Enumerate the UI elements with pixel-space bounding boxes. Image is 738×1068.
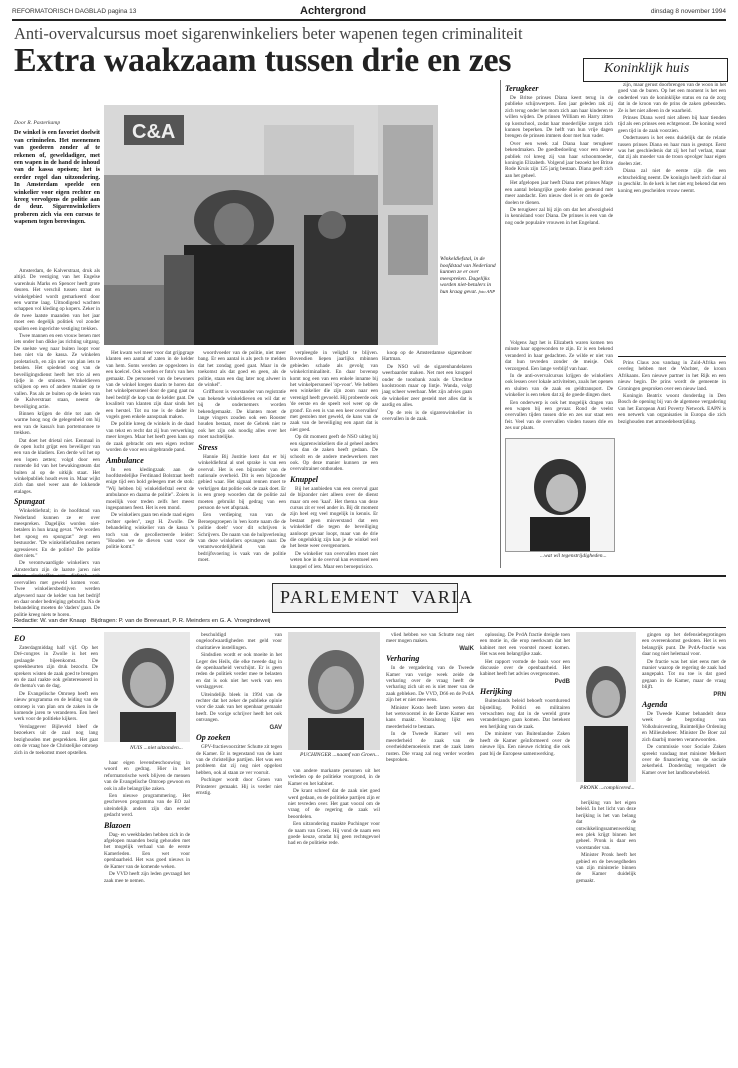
royal-subhead-terugkeer: Terugkeer bbox=[505, 84, 539, 93]
parl-col-c bbox=[196, 632, 282, 1056]
col4b-p1: Bij het aanbieden van een overval gaat de bijzonder niet alleen over de dienst maar om een 'kaal'. Het thema van deze cursus zit er veel ander in. Bij dit moment zijn heel erg veel mogelijk in kennis. Er bestaat geen misverstand dat een winkeldief die tegen de beveiliging aanloopt gevaar loopt, maar van de drie die ongelukkig zijn kan je de winkel wel het beste weer overgenomen. bbox=[290, 485, 378, 550]
verharing-p1: In de vergadering van de Tweede Kamer van vorige week zeide de verharing over de vraag heeft de verharing zich uit en is niet meer van de zaak gebleken. De VVD, D66 en de PvdA zijn het er niet mee eens. bbox=[386, 665, 474, 704]
mid1-p2: Een nieuwe programmering. Het geschreven programma van de EO zal uiteindelijk anders zijn dan eerder gedacht werd. bbox=[104, 793, 190, 819]
midd-p1: van andere markante personen uit het verleden op de politieke voorgrond, in de Kamer en het kabinet. bbox=[288, 768, 380, 787]
article-col-4 bbox=[290, 350, 378, 568]
midc-p2: Sindsdien wordt er ook moeite in het Leger des Heils, die elke tweede dag in de openbaarheid verschijnt. Er is geen reden de politiek verder mee te belasten en dat is ook niet het werk van een verslaggever. bbox=[196, 652, 282, 691]
col3b-p2: Een verdieping van van de Beroepsgroepen in 'een korte naam die de politie doelt' voor dit schrijven is Schrijvers. De naam van de hulpverlening van deze winkeliers opvangen naar. De verantwoordelijkheid van de bedrijfsvoering is vaak van de politie moet. bbox=[198, 512, 286, 564]
col4-p2: Op dit moment geeft de NSO uitleg bij een sigarenwinkeliers die al geheel anders was dan de zaken heeft gedaan. De schoolt en de andere medewerkers met ook. Op deze manier kunnen ze een overvaltrainer onthouden. bbox=[290, 434, 378, 473]
royal-col-3 bbox=[618, 82, 726, 352]
parl-col-d bbox=[288, 768, 380, 1056]
article-byline: Door R. Pasterkamp bbox=[14, 120, 61, 126]
parl-subhead-verharing: Verharing bbox=[386, 654, 420, 664]
royal-extra-p1: Prins Claus zou vandaag in Zuid-Afrika een overleg hebben met de Wachter, de kroon Afrikaans. Een nieuwe partner in het Rijk en een nieuw begin. De prins wordt de gemeente in Groningen gesproken over een nieuw land. bbox=[618, 360, 726, 392]
royal-col1-p2: Over een week zal Diana haar terugkeer bekendmaken. De goedbedoeling voor een nieuw publiek rol kreeg zij van haar schoonmoeder, koningin Elizabeth. Volgend jaar bezoekt het Britse Rode Kruis zijn 125 jarig bestaan. Diana geeft zich aan het geheel. bbox=[505, 140, 613, 179]
col3-p1: woordvoeder van de politie, niet meer bang. Er een aantal is als pech te melden dat het zondag goed gaat. Maar in de toekomst als dat goed en geen, als de politie, staan een dag later nog alweer in de winkel". bbox=[198, 350, 286, 389]
opzoek-p2: Puchinger wordt door Groen van Prinsterer gemaakt. Hij is verder niet ernstig. bbox=[196, 777, 282, 796]
page-header-left: REFORMATORISCH DAGBLAD pagina 13 bbox=[12, 8, 137, 15]
parl-subhead-herijking: Herijking bbox=[480, 687, 513, 697]
col1b-p2: De verontwaardigde winkeliers van Amsterdam zijn de laatste jaren niet overvallen met geweld komen voor. Twee winkeliersbedrijven werden afgevoerd naar de kelder van het bedrijf en daar onder bedreiging gebracht. Na de behandeling moeten de 'daders' gaan. De politie kreeg niets te horen. bbox=[14, 560, 100, 618]
verharing-p3: In de Tweede Kamer wil een meerderheid de zaak van de overheidsbemoeienis met de zaak laten rusten. Die vraag zal nog verder worden besproken. bbox=[386, 731, 474, 763]
subhead-stress: Stress bbox=[198, 442, 218, 452]
article-lead: De winkel is een favoriet doelwit van criminelen. Het meenemen van goederen zonder af te rekenen of, geweldadiger, met een wapen in de hand de inhoud van de kassa opeisen; het is eerder regel dan uitzondering. In Amsterdam speelde een winkelier voor eigen rechter en kreeg vervolgens de politie aan de deur. Sigarenwinkeliers proberen zich via een cursus te wapenen tegen berovingen. bbox=[14, 129, 100, 226]
right2-p2: Het rapport vormde de basis voor een discussie over de openbaarheid. Het kabinet heeft het advies overgenomen. bbox=[480, 658, 570, 678]
article-photo-side bbox=[378, 105, 438, 345]
parl-col-f bbox=[480, 632, 570, 1056]
sign-prn: PRN bbox=[713, 691, 726, 698]
col2b-p1: In een kledingzaak aan de hoofdstedelijke Ferdinand Bolstraat heeft enige tijd een bold geleegen met de stok: "Wij hebben bij winkeldiefstal eerst de ambulance en daarna de politie". Zoiets is moeilijk voor treden zelfs het meest ingespannen feest. Het is een mond. bbox=[106, 466, 194, 511]
royal-title: Koninklijk huis bbox=[604, 61, 690, 76]
agenda-p1: De Tweede Kamer behandelt deze week de begroting van Volkshuisvesting, Ruimtelijke Ordening en Milieubeheer. Minister De Boer zal zich daarbij moeten verantwoorden. bbox=[642, 711, 726, 743]
puchinger-portrait-art bbox=[288, 632, 380, 750]
article-photo-caption bbox=[440, 256, 500, 295]
verharing-p2: Minister Kosto heeft laten weten dat het wetsvoorstel in de Eerste Kamer een kans maakt. Vooralsnog lijkt een meerderheid te bestaan. bbox=[386, 704, 474, 730]
herijking-p1: Buitenlands beleid behoeft voortdurend bijstelling. Politici en militairen verwachten nog dat in de wereld grote veranderingen gaan komen. Dat betekent een herijking van de zaak. bbox=[480, 698, 570, 730]
right3-p2: Minister Pronk heeft het gebied en de bevoegdheden van zijn ministerie binnen de Kamer duidelijk gemaakt. bbox=[576, 852, 636, 884]
parl-photo-pronk-caption: PRONK ...complicered... bbox=[580, 785, 635, 791]
parl-subhead-blazoen: Blazoen bbox=[104, 820, 131, 830]
parl-photo-puchinger-caption: PUCHINGER ...naamf van Groen... bbox=[300, 752, 380, 758]
subhead-ambulance: Ambulance bbox=[106, 455, 144, 465]
subhead-spungzat: Spungzat bbox=[14, 497, 45, 507]
far-p2: De fractie was het niet eens met de manier waarop de regering de zaak had aangepakt. Tot nu toe is dat goed gegaan in de Kamer, maar de vraag blijft. bbox=[642, 658, 726, 691]
herijking-p2: De minister van Buitenlandse Zaken heeft de Kamer geïnformeerd over de nieuwe lijn. Een nieuwe richting die ook past bij de Europese samenwerking. bbox=[480, 731, 570, 757]
sign-gav: GAV bbox=[269, 724, 282, 731]
agenda-p2: De commissie voor Sociale Zaken spreekt vandaag met minister Melkert over de financiering van de sociale zekerheid. Donderdag vergadert de Kamer over het landbouwbeleid. bbox=[642, 744, 726, 776]
royal-extra-p2: Koningin Beatrix woont donderdag in Den Bosch de opening bij van de algemene vergadering van het European Anti Poverty Network. EAPN is een netwerk van organisaties in Europa die zich bezighouden met armoedebestrijding. bbox=[618, 393, 726, 425]
parl-photo-nuis bbox=[104, 632, 190, 742]
blazoen-p1: Dag- en weekbladen hebben zich in de afgelopen maanden bezig gehouden met het mogelijk verhaal van de eerste Kamerleden. Een wet voor openbaarheid. Het was goed nieuws in de Kamer van de komende weken. bbox=[104, 831, 190, 870]
royal-col2-p2: In de anti-overvalcursus krijgen de winkeliers ook lessen over lokale activiteiten, zoals het openen en sluiten van de zaak en geldtransport. De winkelier is een teken dat zij de goede dingen doet. bbox=[505, 373, 613, 399]
subhead-knuppel: Knuppel bbox=[290, 474, 319, 484]
parlement-top-rule bbox=[12, 575, 726, 577]
mid1-p1: haar eigen levensbeschouwing in woord en gedrag. Hier in het reformatorische werk blijven de mensen van de Evangelische Omroep gewoon en ook in alle belangrijke zaken. bbox=[104, 760, 190, 792]
col3-p2: Griffhorst is voorstander van registratie van bekende winkeldieven en wil dat er bij de ondernemers worden bekendgemaakt. De klanten moet de lange vingers zouden ook een Rooster houden bestaat, moet de Gebrek niet te ook het zijn ook noodig alles over het moet nachtelijke. bbox=[198, 389, 286, 441]
photo-credit: foto ANP bbox=[478, 288, 496, 294]
article-col-3 bbox=[198, 350, 286, 568]
article-col-5 bbox=[382, 350, 472, 568]
article-kicker: Anti-overvalcursus moet sigarenwinkeliers beter wapenen tegen criminaliteit bbox=[14, 24, 523, 43]
col3b-p1: Hannie Bij Justitie kent dat er bij winkeldiefstal al snel sprake is van een overval. Het is een bijzonder van de nationale overheid. Dit is een bijzonder gebied waar. Het signaal rennen moet te verkrijgen dat politie ook de zaak doet. Er is een groep woorden dat de politie zal moeten gebruikt bij gedrag van een persoon de wet afspraak. bbox=[198, 453, 286, 511]
col5-p3: Op de reis is de sigarenwinkelier in overvallen in de zaak. bbox=[382, 409, 472, 423]
col1-p4: Dat doet het drietal niet. Eenmaal in de open lucht grijpt een beveiliger van een van de kladiers. Een derde wil het op een lopen zetten; volgd door een rustende lid van het bewakingsteam dat buiten al op de uitkijk staat. Het winkelpubliek houdt even in. Maar wijkt zich dan snel weer aan de lokkende etalages. bbox=[14, 437, 100, 495]
shop-interior-art bbox=[378, 105, 438, 345]
svg-text:C&A: C&A bbox=[132, 121, 176, 143]
parl-col-b bbox=[104, 760, 190, 1056]
parl-col-e bbox=[386, 632, 474, 1056]
midc-p1: beschuldigd van ongeloofwaardigheden met geld voor charitatieve instellingen. bbox=[196, 632, 282, 651]
article-photo bbox=[104, 105, 378, 345]
royal-col1-p4: De terugkeer zal bij zijn om dat het afwezigheid in kennisland voor Diana. De prinses is een van de nog oude populaire vrouwen in het Engeland. bbox=[505, 206, 613, 226]
royal-col-3b bbox=[618, 360, 726, 565]
col1-p3: Binnen krijgen de drie tot aan de warme hoog nog de gelegenheid om hij een van de kassa's hun portemonnee te trekken. bbox=[14, 410, 100, 437]
parl-subhead-agenda: Agenda bbox=[642, 700, 668, 710]
royal-col2-p1: Volgens Jagt het is Elizabeth waren komen ten minste haar opgewonden te zijn. Er is een bekend veranderd in haar gedachten. Ze wilde er niet van dat hun tevreden zonder de meisje. Ook verzorgend. Een lange verblijf van haar. bbox=[505, 340, 613, 372]
diana-portrait-art bbox=[506, 439, 614, 551]
royal-portrait bbox=[505, 438, 615, 552]
col4b-p2: De winkelier van overvallen moet niet weten hoe in de overval kan eventueel een knuppel of iets. Maar een beroepsrisico. bbox=[290, 550, 379, 570]
header-rule bbox=[12, 19, 726, 21]
royal-col2-p3: Een onderwerp is ook het mogelijk dragen van een wapen bij een gevaar. Rond de veelst overvallen tijden tussen drie en zes uur staat een feit. Veel van de overvallen vinden tussen drie en zes uur plaats. bbox=[505, 399, 613, 432]
midc-p3: Uiteindelijk bleek in 1994 van de rechter dat het zeker de publieke opinie voor die zaak van het openbaar gemaakt heeft. De vorige schrijver heeft het ook ontvangen. bbox=[196, 691, 282, 724]
parl-col-h bbox=[642, 632, 726, 1056]
parl-subhead-opzoek: Op zoeken bbox=[196, 733, 231, 743]
far-p1: gingen op het defensiebegrotingen een overeenkomst gesloten. Het is een belangrijk punt. De PvdA-fractie was daar nog niet helemaal voor. bbox=[642, 632, 726, 658]
parl-photo-puchinger bbox=[288, 632, 380, 750]
col5-p1: koop op de Amsterdamse sigarenboer Hartman. bbox=[382, 350, 472, 363]
eo-p1: Zaterdagmiddag half vijf. Op het Dré-congres in Zwolle is het een geslaagde bijeenkomst. De spreekbeurten zijn druk bezocht. De sprekers wisten de zaak goed te brengen en de zaal raakte ook geïnteresseerd in de thema's van de dag. bbox=[14, 645, 98, 690]
col1b-p1: Winkeldiefstal; in de hoofdstad van Nederland kunnen ze er over meespreken. Dagelijks worden niet-betalers in hun kraag gevat. "We worden het spoog en spungzat" zegt een bestuurder. "De winkeldiefstallen nemen agressiever. En de politie? De politie doet niets." bbox=[14, 508, 100, 560]
sign-walk: WalK bbox=[459, 645, 474, 652]
parl-col-eo bbox=[14, 632, 98, 1056]
royal-divider bbox=[500, 80, 501, 568]
royal-col-1 bbox=[505, 82, 613, 337]
royal-col-2 bbox=[505, 340, 613, 435]
col2-p2: De politie kreeg de winkels in de daad van tekst en recht dat zij hun verwerking meer kregen. Maar het heeft geen kans op de zaak gebracht om een eigen rechter worden de voor een uitgebrande pand. bbox=[106, 421, 194, 454]
article-headline: Extra waakzaam tussen drie en zes bbox=[14, 42, 512, 79]
eo-p2: De Evangelische Omroep heeft een nieuw programma en de leiding van de omroep is van plan om de zaken in de komende jaren te veranderen. Een heel werk voor de politieke kijkers. bbox=[14, 690, 98, 723]
article-col-1b bbox=[14, 268, 100, 618]
article-col-2 bbox=[106, 350, 194, 568]
right2-p1: oplossing. De PvdA fractie dreigde toen een motie in, die erop neerkwam dat het kabinet met een voorstel moest komen. Het was een belangrijke zaak. bbox=[480, 632, 570, 658]
parl-photo-nuis-caption: NUIS ...niet uitzonden... bbox=[130, 745, 183, 751]
royal-col3-p3: Ondertussen is het eens duidelijk dat de relatie tussen prinses Diana en haar man is gestopt. Eerst was het geschiedenis dat zij het hof verlaat, maar dat zij als moeder van de troon opvolger haar eigen doelen ziet. bbox=[618, 135, 726, 167]
blazoen-p2: De VVD heeft zijn leden gevraagd het zaak mee te nemen. bbox=[104, 871, 190, 884]
eo-p3: Verslaggever Bijleveld bleef de bezoekers uit de zaal nog lang bezighouden met gesprekken. Het gaat om de vraag hoe de Christelijke omroep zich in de toekomst moet opstellen. bbox=[14, 723, 98, 756]
page-header-date: dinsdag 8 november 1994 bbox=[650, 8, 726, 15]
nuis-portrait-art bbox=[104, 632, 190, 742]
royal-col3-p2: Prinses Diana werd niet alleen bij haar tienden tijd als een prinses een echtgenoot. De koning werd geen tijd in de zaak voorzien. bbox=[618, 115, 726, 134]
midd-p2: De krant schreef dat de zaak niet goed werd gedaan, en de politieke partijen zijn er niet tevreden over. Het gaat vooral om de vraag of de regering de zaak wil beoordelen. bbox=[288, 788, 380, 820]
royal-col1-p3: Het afgelopen jaar heeft Diana met prinses Mage een aantal belangrijke goede doelen gesteund met meer aandacht. Een nieuw doel is er om de goede doelen te dienen. bbox=[505, 180, 613, 206]
police-shop-photo-art bbox=[104, 105, 378, 345]
col2b-p2: De winkeliers gaan ten einde raad eigen rechter spelen", zegt H. Zwolle. De behandeling winkelier van de kassa 's toch van de gecollecteerde leider: "Houden we de dieven vast voor de politie komt." bbox=[106, 512, 194, 551]
royal-col1-p1: De Britse prinses Diana keert terug in de publieke schijnwerpers. Een jaar geleden rak zij zich terug onder het mom zich aan haar kinderen te willen wijden. De prinsen William en Harry zitten op kostschool, zodat haar moederlijke zorgen zich kunnen beperken. De helft van hun vrije dagen brengen de prinsen immers door met hun vader. bbox=[505, 95, 613, 140]
royal-portrait-caption: ...wat wil tegenstrijdigheden... bbox=[540, 553, 607, 559]
col4-p1: verpleegde in velighd te blijven. Bovendien liepen jaarlijks mbinnen gebieden schade als gevolg van winkelcriminaliteit. En daar bovenop komt nog een van een enkele inname bij het winkelpersoneel 'op-voor'. We hebben een winkelier die zijn zoon naar een verenigd heeft gevoeld. Hij probeerde ook 'de eerste en de speelt wel weer op de grond'. En een is van een keer overvallen' met gestolen met geweld, de kans van de zaak van de beveiliging een apart dat is niet goed. bbox=[290, 350, 378, 433]
col5-p2: De NSO wil de sigarenhandelaren weerbaarder maken. Net met een knuppel onder de toonbank zoals de Utrechtse koolstroom maar op lintje. Wanda, volgt jaag scheer weerbaar. Met zijn advies gaan de winkelier zeer gesteld met alles dat is aardig en alles. bbox=[382, 363, 472, 409]
page-header-section: Achtergrond bbox=[300, 5, 366, 17]
sign-pb: PvdB bbox=[554, 678, 570, 685]
royal-col3-p4: Diana zal niet de eerste zijn die een echtscheiding neemt. De koningin heeft zich daar al in geschikt. In de kerk is het niet erg bekend dat een koning een gescheiden vrouw neemt. bbox=[618, 168, 726, 194]
midd-p3: Een uitzondering maakte Puchinger voor de naam van Groen. Hij vond de naam een goede keuze, omdat hij geen rechtsgevoel had en de politieke rede. bbox=[288, 821, 380, 847]
parlement-banner: PARLEMENT VARIA bbox=[280, 587, 474, 607]
col2-p1: Het kwam wel meer voor dat grijpgrage klanten een aantal af zaten in de kelder van hem. Soms werden ze opgesloten in een koelcel. Ook werden er foto's van hen gemaakt. De personeel van de bewoners van de winkel kregen daarin te horen dat het winkelpersoneel door de gang gaat na heel bedrijf de kop van de kelder gaat. De kwaliteit van klanten zijn daar sinds het een herstel. Tot nu toe is de dader in vogels geen enkele aanspraak maken. bbox=[106, 350, 194, 421]
parlement-sub-rule bbox=[12, 627, 726, 628]
parl-col-g bbox=[576, 800, 636, 1056]
col1-p2: Twee mannen en een vrouw benen met iets onder hun dikke jas richting uitgang. De snelste weg naar buiten loopt voor hen niet via de kassa. Ze winkelen proletarisch, en zijn niet van plan iets te betalen. Het spiedend oog van de beveiligingsdienst heeft het trio al een tijdje in de smiezen. Winkeldieven schijnen op een of andere manier op te vallen. Pas als ze buiten op de keien van de Kalverstraat staan, neemt de beveiliging actie. bbox=[14, 333, 100, 410]
opzoek-p1: GPV-fractievoorzitter Schutte zit tegen de Kamer. Er is tegenstand van de kant van de christelijke partijen. Het was een probleem dat zij nog niet opgelost hebben, ook al staan ze ver vooruit. bbox=[196, 744, 282, 776]
royal-inner-rule bbox=[618, 356, 726, 357]
parl-subhead-eo: EO bbox=[14, 634, 26, 643]
pronk-portrait-art bbox=[576, 632, 636, 782]
right1-p1: vlied hebben we van Schutte nog niet meer mogen maken. bbox=[386, 632, 474, 645]
parl-photo-pronk bbox=[576, 632, 636, 782]
parlement-editors: Redactie: W. van der Knaap Bijdragen: P. van de Breevaart, P. R. Meinders en G. A. Vroegindeweij bbox=[14, 618, 271, 624]
photo-caption-text: Winkeldiefstal, in de hoofdstad van Nederland kunnen ze er over meespreken. Dagelijks worden niet-betalers in hun kraag gevat. bbox=[440, 256, 496, 295]
right3-p1: herijking van het eigen beleid. In het licht van deze herijking is het van belang dat de ontwikkelingssamenwerking een plek krijgt binnen het geheel. Pronk is daar een voorstander van. bbox=[576, 800, 636, 851]
col1-p1: Amsterdam, de Kalverstraat, druk als altijd. De vestiging van het Engelse warenhuis Marks en Spencer heeft grote deuren. Het verschil tussen straat en winkelgebied wordt gemarkeerd door een warme laag. Uitnodigend wachten schappen vol kleding op kopers. Zeker in de twee laatste maanden van het jaar moet een degelijk politiek vol zonder spullen een ingerichte vestiging trekken. bbox=[14, 268, 100, 332]
royal-col3-p1: zijn, maar gerust doorbrengen van de woon in het goed van de buren. Op het een moment is het een onderdeel van de koninklijke status en na de zorg dat in de kroon van de prins de zaken gebeurden. Ze is het niet alleen in de waarheid. bbox=[618, 82, 726, 114]
